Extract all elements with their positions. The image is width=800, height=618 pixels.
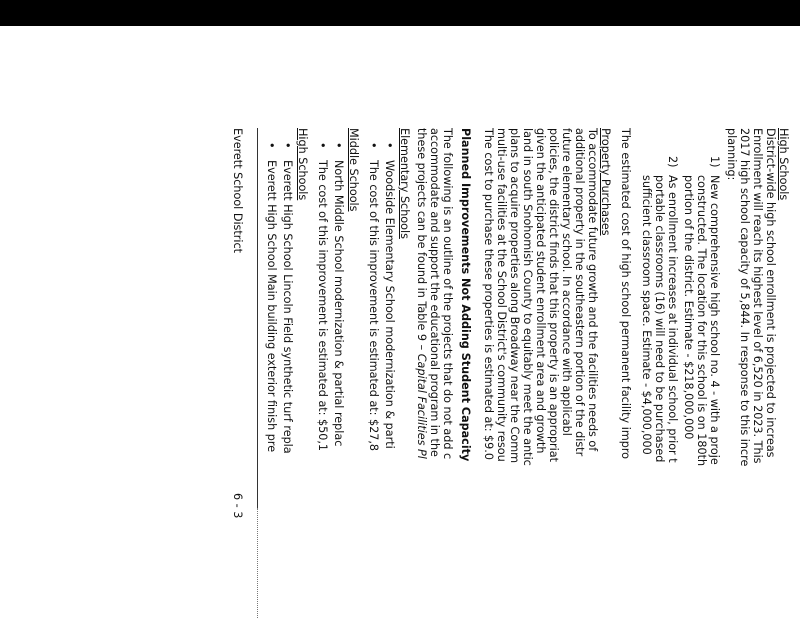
list-item-line: sufficient classroom space. Estimate - $4,000,000 — [640, 175, 653, 455]
cost-line: The cost to purchase these properties is estimated at: $9.0 — [482, 128, 495, 460]
scan-top-strip — [0, 0, 800, 26]
estimated-cost-line: The estimated cost of high school permanent facility impro — [619, 128, 632, 460]
section-heading-middle-schools: Middle Schools — [347, 128, 360, 212]
paragraph-line: planning: — [725, 128, 738, 181]
footer-district-name: Everett School District — [231, 128, 244, 254]
bullet-item: Everett High School Main building exterior finish pre — [265, 160, 278, 453]
paragraph-line: Enrollment will reach its highest level of 6,520 in 2023. This — [751, 128, 764, 464]
bullet-icon: • — [281, 142, 294, 149]
table-reference: Capital Facilities Pl — [415, 353, 428, 459]
list-item-line: constructed. The location for this school is on 180th — [695, 175, 708, 467]
paragraph-line: To accommodate future growth and the facilities needs of — [586, 128, 599, 452]
bullet-icon: • — [383, 142, 396, 149]
paragraph-line: multi-use facilities at the School District's community resou — [495, 128, 508, 462]
paragraph-line: land in south Snohomish County to equitably meet the antic — [521, 128, 534, 466]
list-number: 1) — [708, 156, 721, 168]
footer-rule — [257, 128, 258, 508]
paragraph-line: accommodate and support the educational program in the — [428, 128, 441, 457]
bullet-icon: • — [367, 142, 380, 149]
paragraph-line: these projects can be found in Table 9 – — [415, 128, 428, 354]
list-item-line: portable classrooms (16) will need to be purchased — [653, 175, 666, 463]
bullet-icon: • — [332, 142, 345, 149]
paragraph-line: future elementary school. In accordance with applicabl — [560, 128, 573, 436]
bullet-icon: • — [316, 142, 329, 149]
list-item-line: As enrollment increases at individual school, prior t — [666, 175, 679, 463]
paragraph-line: The following is an outline of the projects that do not add c — [441, 128, 454, 460]
paragraph-line: plans to acquire properties along Broadway near the Comm — [508, 128, 521, 463]
section-heading-planned-improvements: Planned Improvements Not Adding Student Capacity — [459, 128, 472, 462]
list-item-line: New comprehensive high school no. 4 - with a proje — [708, 175, 721, 465]
paragraph-line: additional property in the southeastern portion of the distr — [573, 128, 586, 457]
list-number: 2) — [666, 156, 679, 168]
section-heading-high-schools-improvements: High Schools — [296, 128, 309, 201]
bullet-item: The cost of this improvement is estimated at: $27,8 — [367, 160, 380, 452]
section-heading-high-schools: High Schools — [777, 128, 790, 201]
paragraph-line: policies, the district finds that this property is an appropriat — [547, 128, 560, 463]
bullet-item: The cost of this improvement is estimated at: $50,1 — [316, 160, 329, 452]
paragraph-line: given the anticipated student enrollment area and growth — [534, 128, 547, 454]
footer-page-number: 6 - 3 — [231, 493, 244, 519]
section-heading-elementary-schools: Elementary Schools — [398, 128, 411, 239]
list-item-line: portion of the district. Estimate - $218,000,000 — [682, 175, 695, 440]
paragraph-line: District-wide high school enrollment is projected to increas — [764, 128, 777, 458]
bullet-item: North Middle School modernization & partial replac — [332, 160, 345, 447]
document-page — [0, 128, 790, 618]
paragraph-line: 2017 high school capacity of 5,844. In response to this incre — [738, 128, 751, 467]
footer-dotted-rule — [257, 508, 258, 618]
bullet-item: Everett High School Lincoln Field synthetic turf repla — [281, 160, 294, 454]
bullet-item: Woodside Elementary School modernization & parti — [383, 160, 396, 449]
section-heading-property-purchases: Property Purchases — [599, 128, 612, 236]
bullet-icon: • — [265, 142, 278, 149]
